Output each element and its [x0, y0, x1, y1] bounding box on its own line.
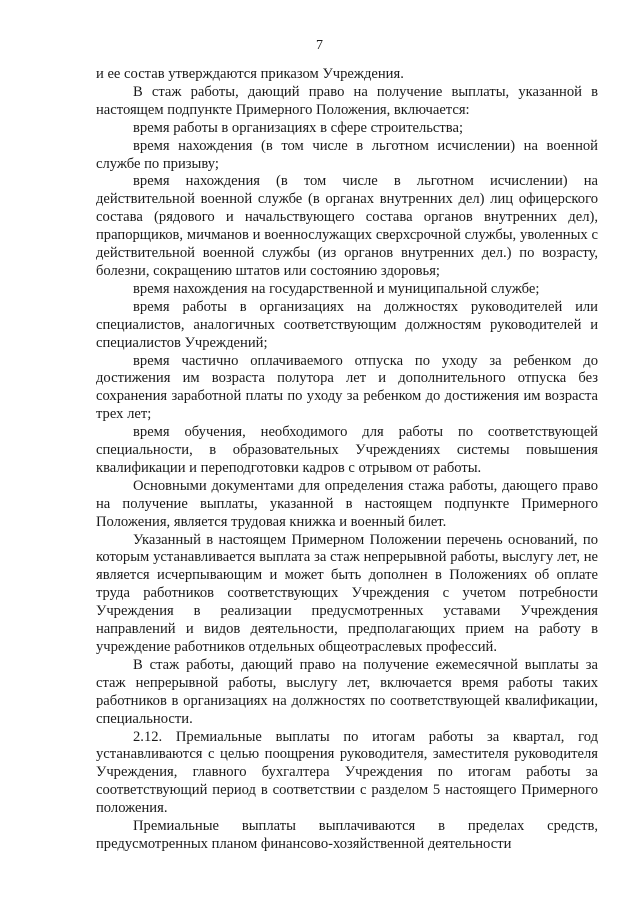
document-body — [96, 66, 598, 854]
list-item: время работы в организациях в сфере строительства; — [133, 119, 463, 136]
paragraph: Указанный в настоящем Примерном Положении перечень оснований, по которым устанавливается выплата за стаж непрерывной работы, выслугу лет, не является исчерпывающим и может быть дополнен в Положениях об оплате труда работников соответствующих Учреждения с учетом потребности Учреждения в реализации предусмотренных уставами Учреждения направлений и видов деятельности, предполагающих прием на работу в учреждение работников отдельных общеотраслевых профессий. — [96, 531, 598, 655]
list-item: время частично оплачиваемого отпуска по уходу за ребенком до достижения им возраста полутора лет и дополнительного отпуска без сохранения заработной платы по уходу за ребенком до достижения им возраста трех лет; — [96, 352, 598, 423]
page-number: 7 — [316, 38, 323, 53]
list-item: время нахождения (в том числе в льготном исчислении) на действительной военной службе (в органах внутренних дел) лиц офицерского состава (рядового и начальствующего состава органов внутренних дел), прапорщиков, мичманов и военнослужащих сверхсрочной службы, уволенных с действительной военной службы (из органов внутренних дел.) по возрасту, болезни, сокращению штатов или состоянию здоровья; — [96, 173, 598, 279]
paragraph: В стаж работы, дающий право на получение выплаты, указанной в настоящем подпункте Примерного Положения, включается: — [96, 83, 598, 118]
section-paragraph: 2.12. Премиальные выплаты по итогам работы за квартал, год устанавливаются с целью поощрения руководителя, заместителя руководителя Учреждения, главного бухгалтера Учреждения по итогам работы за соответствующий период в соответствии с разделом 5 настоящего Примерного положения. — [96, 728, 598, 817]
paragraph: Основными документами для определения стажа работы, дающего право на получение выплаты, указанной в настоящем подпункте Примерного Положения, является трудовая книжка и военный билет. — [96, 477, 598, 530]
paragraph: и ее состав утверждаются приказом Учреждения. — [96, 66, 404, 82]
list-item: время обучения, необходимого для работы по соответствующей специальности, в образовательных Учреждениях системы повышения квалификации и переподготовки кадров с отрывом от работы. — [96, 424, 598, 476]
list-item: время нахождения на государственной и муниципальной службе; — [133, 280, 540, 297]
list-item: время нахождения (в том числе в льготном исчислении) на военной службе по призыву; — [96, 137, 598, 172]
paragraph: Премиальные выплаты выплачиваются в пределах средств, предусмотренных планом финансово-хозяйственной деятельности — [96, 818, 598, 852]
list-item: время работы в организациях на должностях руководителей или специалистов, аналогичных соответствующим должностям руководителей и специалистов Учреждений; — [96, 298, 598, 351]
paragraph: В стаж работы, дающий право на получение ежемесячной выплаты за стаж непрерывной работы, выслугу лет, включается время работы таких работников в организациях на должностях по соответствующей квалификации, специальности. — [96, 656, 598, 727]
